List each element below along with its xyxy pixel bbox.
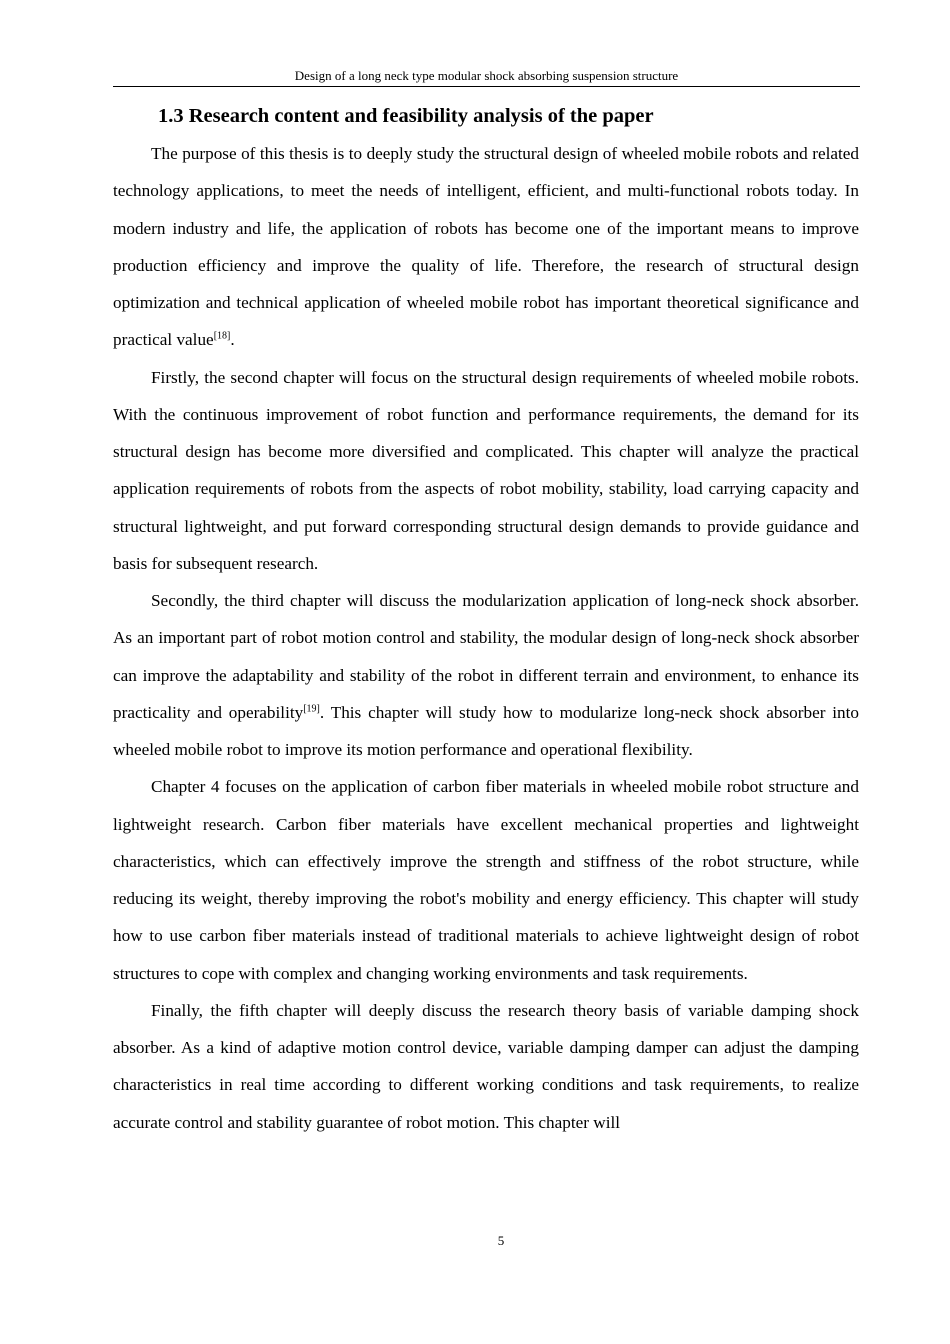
header-rule [113, 86, 860, 87]
paragraph-text: The purpose of this thesis is to deeply study the structural design of wheeled mobile robots and related technology applications, to meet the needs of intelligent, efficient, and multi-functional robots today. In modern industry and life, the application of robots has become one of the important means to improve production efficiency and improve the quality of life. Therefore, the research of structural design optimization and technical application of wheeled mobile robot has important theoretical significance and practical value [113, 144, 859, 350]
paragraph-chapter-2 [113, 359, 859, 583]
paragraph-purpose [113, 135, 859, 359]
paragraph-chapter-5 [113, 992, 859, 1141]
paragraph-text-after: . [230, 330, 235, 350]
page-number: 5 [497, 1233, 505, 1248]
paragraph-text: Finally, the fifth chapter will deeply discuss the research theory basis of variable damping shock absorber. As a kind of adaptive motion control device, variable damping damper can adjust the damping characteristics in real time according to different working conditions and task requirements, to realize accurate control and stability guarantee of robot motion. This chapter will [113, 1000, 859, 1132]
paragraph-text-after: . This chapter will study how to modularize long-neck shock absorber into wheeled mobile robot to improve its motion performance and operational flexibility. [113, 702, 859, 759]
paragraph-chapter-4 [113, 768, 859, 992]
citation-18: [18] [213, 330, 231, 342]
citation-19: [19] [303, 703, 320, 715]
paragraph-text: Chapter 4 focuses on the application of carbon fiber materials in wheeled mobile robot structure and lightweight research. Carbon fiber materials have excellent mechanical properties and lightweight characteristics, which can effectively improve the strength and stiffness of the robot structure, while reducing its weight, thereby improving the robot's mobility and energy efficiency. This chapter will study how to use carbon fiber materials instead of traditional materials to achieve lightweight design of robot structures to cope with complex and changing working environments and task requirements. [113, 777, 859, 983]
section-heading: 1.3 Research content and feasibility analysis of the paper [158, 105, 654, 127]
paragraph-chapter-3 [113, 582, 859, 768]
paragraph-text: Secondly, the third chapter will discuss the modularization application of long-neck shock absorber. As an important part of robot motion control and stability, the modular design of long-neck shock absorber can improve the adaptability and stability of the robot in different terrain and environment, to enhance its practicality and operability [113, 591, 859, 722]
body-text [113, 135, 859, 1141]
running-header: Design of a long neck type modular shock absorbing suspension structure [294, 68, 679, 83]
paragraph-text: Firstly, the second chapter will focus on the structural design requirements of wheeled mobile robots. With the continuous improvement of robot function and performance requirements, the demand for its structural design has become more diversified and complicated. This chapter will analyze the practical application requirements of robots from the aspects of robot mobility, stability, load carrying capacity and structural lightweight, and put forward corresponding structural design demands to provide guidance and basis for subsequent research. [113, 367, 859, 573]
